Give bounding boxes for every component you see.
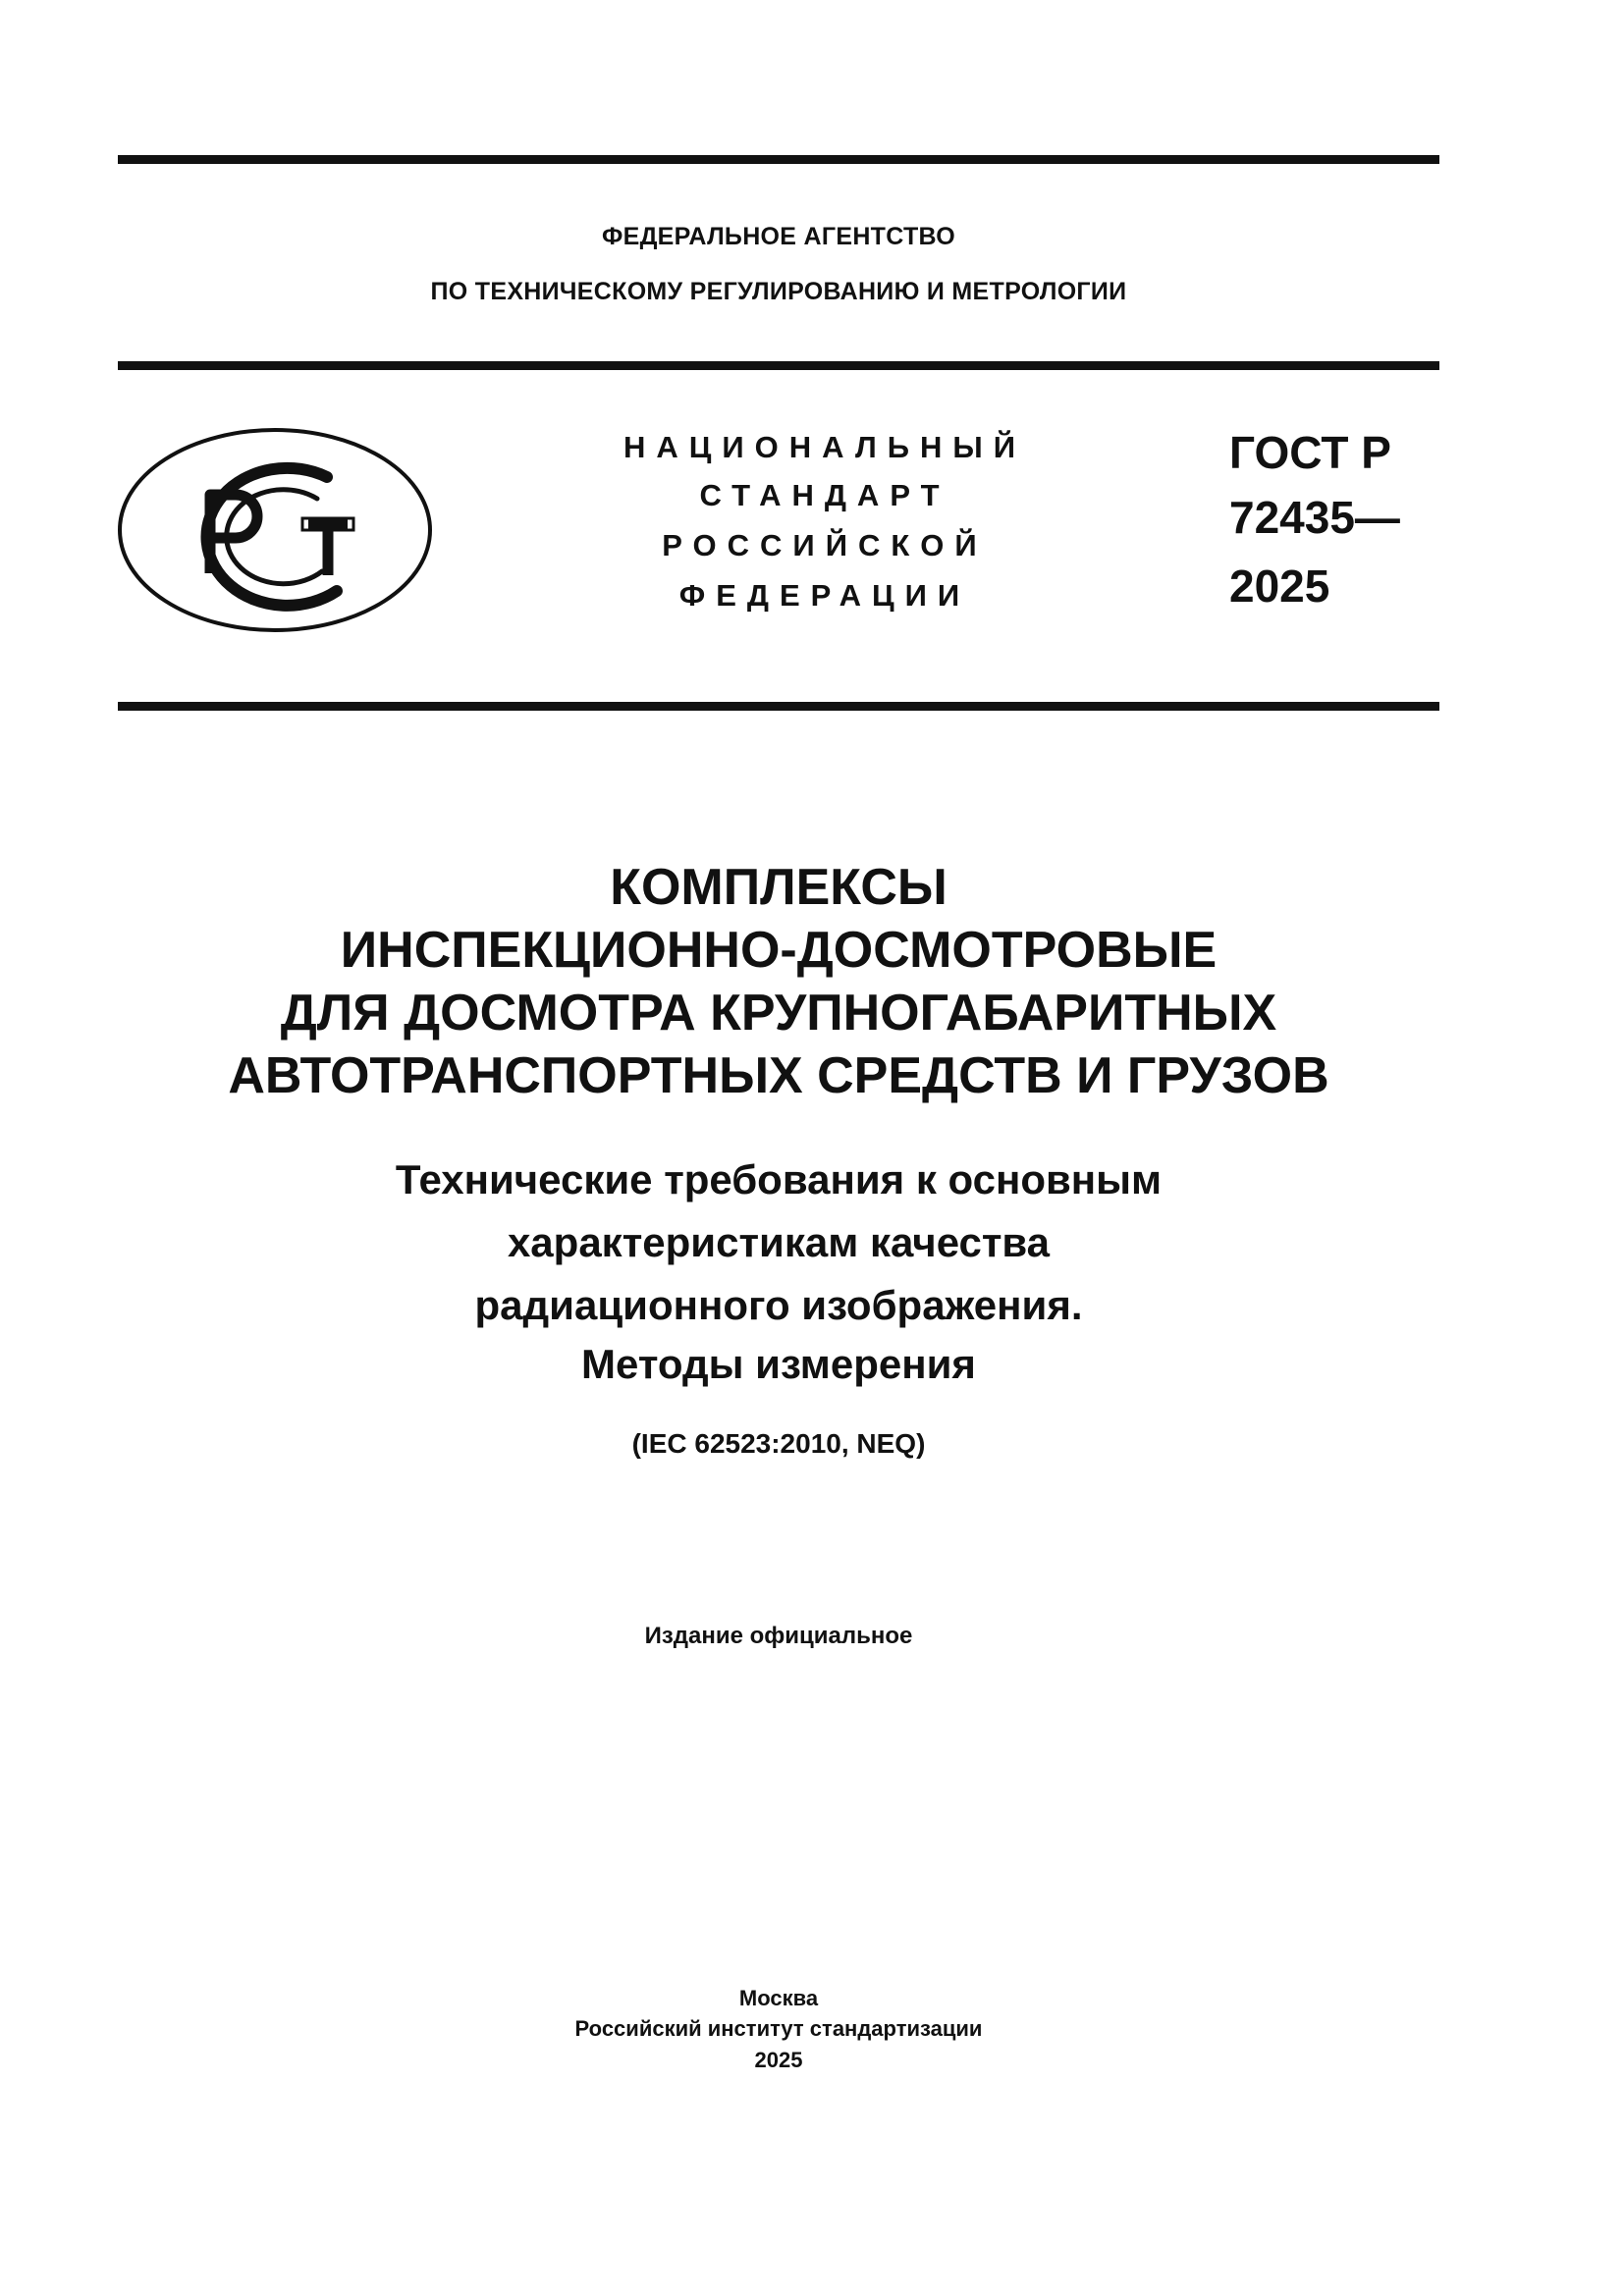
title-line-2: ИНСПЕКЦИОННО-ДОСМОТРОВЫЕ: [340, 922, 1218, 979]
national-standard-line-1: НАЦИОНАЛЬНЫЙ: [623, 430, 1027, 464]
imprint-publisher: Российский институт стандартизации: [574, 2016, 983, 2041]
rst-certification-mark-icon: [116, 426, 434, 634]
gost-designation-line-3: 2025: [1229, 561, 1330, 612]
top-rule: [118, 155, 1439, 164]
national-standard-line-4: ФЕДЕРАЦИИ: [678, 578, 971, 613]
iec-reference: (IEC 62523:2010, NEQ): [631, 1428, 926, 1459]
national-standard-line-2: СТАНДАРТ: [699, 478, 950, 512]
header-rule: [118, 361, 1439, 370]
standard-block-rule: [118, 702, 1439, 711]
subtitle-line-1: Технические требования к основным: [395, 1156, 1163, 1202]
title-line-3: ДЛЯ ДОСМОТРА КРУПНОГАБАРИТНЫХ: [280, 985, 1277, 1041]
imprint-year: 2025: [754, 2048, 803, 2072]
title-line-4: АВТОТРАНСПОРТНЫХ СРЕДСТВ И ГРУЗОВ: [228, 1047, 1329, 1104]
agency-name-line-1: ФЕДЕРАЛЬНОЕ АГЕНТСТВО: [601, 223, 956, 250]
imprint-city: Москва: [738, 1986, 819, 2010]
gost-designation-line-1: ГОСТ Р: [1229, 427, 1391, 478]
subtitle-line-3: радиационного изображения.: [474, 1282, 1083, 1328]
edition-label: Издание официальное: [644, 1623, 913, 1649]
gost-designation-line-2: 72435—: [1229, 492, 1400, 543]
subtitle-line-2: характеристикам качества: [507, 1219, 1051, 1265]
agency-name-line-2: ПО ТЕХНИЧЕСКОМУ РЕГУЛИРОВАНИЮ И МЕТРОЛОГИИ: [430, 278, 1127, 305]
subtitle-line-4: Методы измерения: [581, 1341, 976, 1387]
national-standard-line-3: РОССИЙСКОЙ: [662, 528, 988, 562]
title-line-1: КОМПЛЕКСЫ: [610, 859, 947, 916]
